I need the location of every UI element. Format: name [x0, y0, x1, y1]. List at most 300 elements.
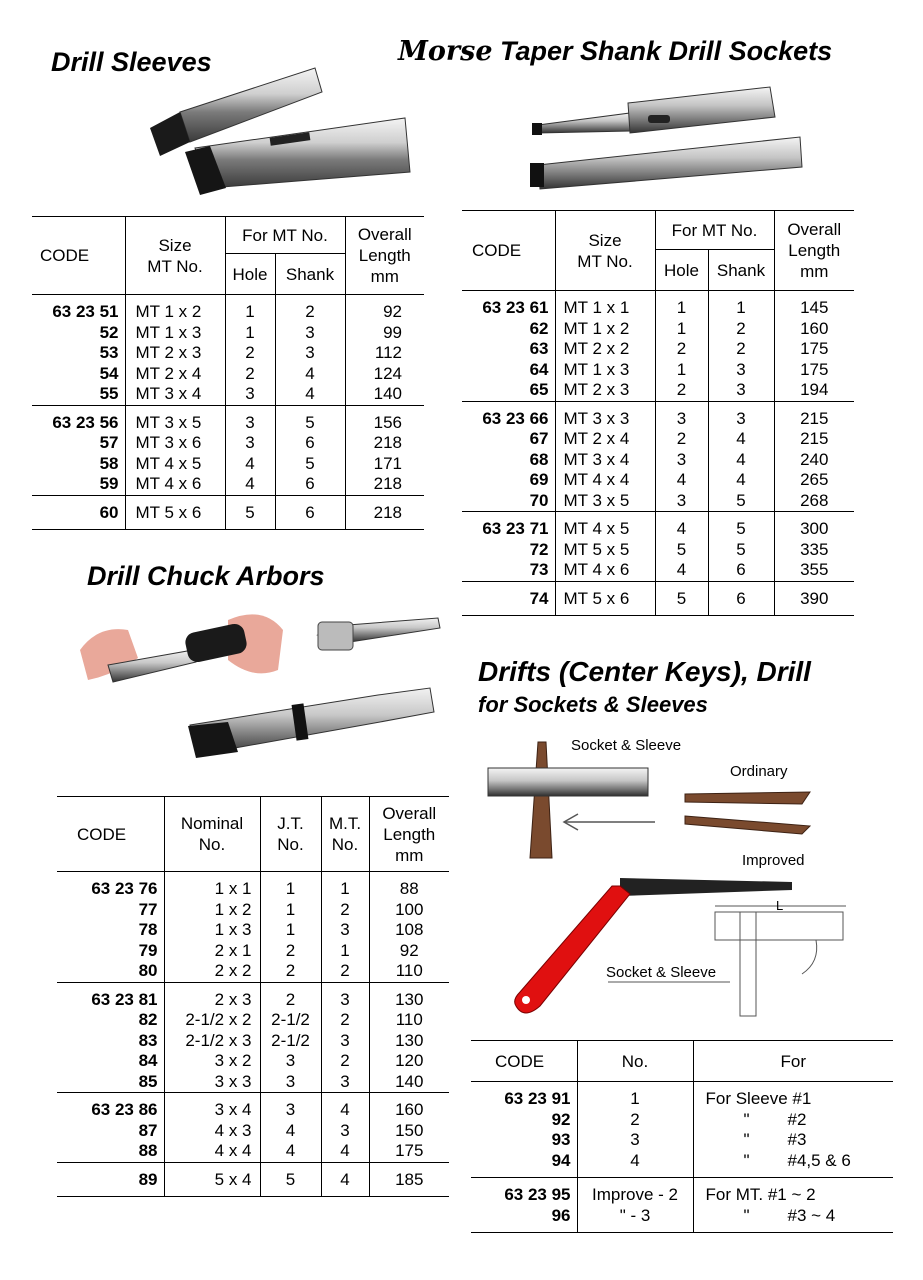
for-value: #3 ~ 4 — [787, 1205, 836, 1225]
code-cell: 62 — [529, 318, 549, 338]
drifts-table — [471, 1040, 893, 1233]
jt-cell: 1 — [260, 900, 321, 921]
mt-cell: 1 — [321, 872, 369, 900]
mt-cell: 4 — [321, 1141, 369, 1162]
drifts-image — [480, 730, 900, 1030]
length-cell: 124 — [345, 364, 424, 385]
hole-cell: 2 — [655, 429, 708, 450]
hole-cell: 3 — [225, 433, 275, 454]
table-row — [57, 1010, 449, 1031]
length-cell: 390 — [774, 581, 854, 616]
jt-cell: 2-1/2 — [260, 1010, 321, 1031]
nominal-cell: 2-1/2 x 2 — [164, 1010, 260, 1031]
table-row — [462, 429, 854, 450]
length-cell: 130 — [369, 1031, 449, 1052]
jt-cell: 3 — [260, 1093, 321, 1121]
code-cell: 63 23 86 — [57, 1093, 164, 1121]
shank-cell: 5 — [275, 454, 345, 475]
length-cell: 92 — [369, 941, 449, 962]
mt-cell: 2 — [321, 1010, 369, 1031]
jt-cell: 4 — [260, 1141, 321, 1162]
drill-sleeves-body — [32, 295, 424, 530]
shank-cell: 5 — [275, 405, 345, 433]
header-code: CODE — [462, 211, 555, 291]
drill-chuck-arbors-table — [57, 796, 449, 1197]
hole-cell: 2 — [225, 364, 275, 385]
header-for: For — [693, 1041, 893, 1082]
code-cell: 96 — [471, 1206, 577, 1233]
header-jt: J.T. No. — [260, 797, 321, 872]
for-text: " — [743, 1205, 750, 1225]
code-cell: 63 23 76 — [57, 872, 164, 900]
shank-cell: 3 — [275, 343, 345, 364]
drifts-body — [471, 1082, 893, 1233]
nominal-cell: 2 x 3 — [164, 982, 260, 1010]
nominal-cell: 3 x 2 — [164, 1051, 260, 1072]
code-cell: 53 — [99, 343, 119, 362]
code-cell: 77 — [138, 899, 158, 919]
size-cell: MT 1 x 2 — [555, 319, 655, 340]
hole-cell: 4 — [655, 470, 708, 491]
code-cell: 72 — [529, 539, 549, 559]
table-row — [57, 920, 449, 941]
code-cell: 65 — [529, 380, 549, 399]
jt-cell: 5 — [260, 1162, 321, 1197]
shank-cell: 4 — [708, 470, 774, 491]
table-row — [471, 1130, 893, 1151]
nominal-cell: 3 x 4 — [164, 1093, 260, 1121]
code-cell: 82 — [138, 1010, 158, 1029]
nominal-cell: 2-1/2 x 3 — [164, 1031, 260, 1052]
drill-sleeves-table — [32, 216, 424, 530]
length-cell: 130 — [369, 982, 449, 1010]
code-cell: 63 23 91 — [471, 1082, 577, 1110]
nominal-cell: 1 x 3 — [164, 920, 260, 941]
for-cell — [693, 1206, 893, 1233]
for-value: #4,5 & 6 — [787, 1150, 851, 1170]
table-row — [462, 560, 854, 581]
size-cell: MT 2 x 4 — [555, 429, 655, 450]
code-cell: 55 — [99, 384, 119, 403]
mt-cell: 2 — [321, 961, 369, 982]
header-overall-length: Overall Length mm — [774, 211, 854, 291]
length-cell: 268 — [774, 491, 854, 512]
length-cell: 110 — [369, 1010, 449, 1031]
code-cell: 78 — [138, 920, 158, 939]
length-cell: 88 — [369, 872, 449, 900]
shank-cell: 4 — [708, 429, 774, 450]
length-cell: 140 — [369, 1072, 449, 1093]
size-cell: MT 4 x 5 — [555, 512, 655, 540]
header-size: Size MT No. — [125, 217, 225, 295]
length-cell: 175 — [774, 360, 854, 381]
table-row — [471, 1082, 893, 1110]
header-shank: Shank — [275, 254, 345, 295]
header-hole: Hole — [225, 254, 275, 295]
shank-cell: 4 — [275, 384, 345, 405]
table-row — [462, 470, 854, 491]
length-cell: 92 — [345, 295, 424, 323]
mt-cell: 4 — [321, 1093, 369, 1121]
nominal-cell: 5 x 4 — [164, 1162, 260, 1197]
no-cell: 1 — [577, 1082, 693, 1110]
nominal-cell: 1 x 2 — [164, 900, 260, 921]
for-text: For Sleeve #1 — [705, 1089, 812, 1108]
mt-cell: 2 — [321, 1051, 369, 1072]
table-row — [462, 360, 854, 381]
table-row — [57, 961, 449, 982]
code-cell: 84 — [138, 1051, 158, 1070]
header-no: No. — [577, 1041, 693, 1082]
code-cell: 79 — [138, 940, 158, 960]
hole-cell: 4 — [655, 560, 708, 581]
table-row — [462, 581, 854, 616]
shank-cell: 2 — [708, 339, 774, 360]
mt-cell: 3 — [321, 920, 369, 941]
code-cell: 87 — [138, 1120, 158, 1140]
length-cell: 335 — [774, 540, 854, 561]
no-cell: 4 — [577, 1151, 693, 1178]
code-cell: 74 — [462, 581, 555, 616]
table-row — [471, 1151, 893, 1178]
code-cell: 58 — [99, 453, 119, 473]
table-row — [32, 405, 424, 433]
code-cell: 63 23 51 — [32, 295, 125, 323]
nominal-cell: 2 x 2 — [164, 961, 260, 982]
size-cell: MT 2 x 3 — [555, 380, 655, 401]
for-cell — [693, 1151, 893, 1178]
length-cell: 150 — [369, 1121, 449, 1142]
header-shank: Shank — [708, 250, 774, 291]
code-cell: 73 — [529, 560, 549, 579]
drill-sockets-title-rest: Taper Shank Drill Sockets — [492, 36, 833, 66]
mt-cell: 3 — [321, 1121, 369, 1142]
label-length-l: L — [776, 898, 784, 913]
drill-sockets-title — [398, 36, 832, 67]
drill-sockets-image — [530, 75, 810, 195]
length-cell: 194 — [774, 380, 854, 401]
hole-cell: 4 — [225, 474, 275, 495]
header-code: CODE — [57, 797, 164, 872]
hole-cell: 5 — [655, 540, 708, 561]
table-row — [57, 1031, 449, 1052]
length-cell: 160 — [369, 1093, 449, 1121]
length-cell: 140 — [345, 384, 424, 405]
for-text: " — [743, 1109, 750, 1129]
for-text: " — [743, 1150, 750, 1170]
code-cell: 59 — [99, 474, 119, 493]
hole-cell: 5 — [225, 495, 275, 530]
hole-cell: 3 — [655, 450, 708, 471]
table-row — [57, 900, 449, 921]
length-cell: 156 — [345, 405, 424, 433]
shank-cell: 6 — [708, 581, 774, 616]
jt-cell: 1 — [260, 872, 321, 900]
shank-cell: 5 — [708, 512, 774, 540]
shank-cell: 3 — [708, 360, 774, 381]
length-cell: 240 — [774, 450, 854, 471]
table-row — [32, 295, 424, 323]
hole-cell: 2 — [655, 339, 708, 360]
hole-cell: 1 — [655, 291, 708, 319]
code-cell: 67 — [529, 429, 549, 448]
mt-cell: 3 — [321, 1072, 369, 1093]
for-text: For MT. #1 ~ 2 — [705, 1185, 816, 1204]
code-cell: 63 23 61 — [462, 291, 555, 319]
length-cell: 185 — [369, 1162, 449, 1197]
for-cell — [693, 1082, 893, 1110]
label-socket-sleeve: Socket & Sleeve — [571, 737, 682, 754]
table-row — [471, 1110, 893, 1131]
table-row — [32, 384, 424, 405]
header-code: CODE — [32, 217, 125, 295]
size-cell: MT 5 x 6 — [125, 495, 225, 530]
table-row — [57, 1072, 449, 1093]
hole-cell: 3 — [225, 384, 275, 405]
label-socket-sleeve-2: Socket & Sleeve — [606, 964, 717, 981]
no-cell: 3 — [577, 1130, 693, 1151]
length-cell: 99 — [345, 323, 424, 344]
jt-cell: 2-1/2 — [260, 1031, 321, 1052]
length-cell: 218 — [345, 433, 424, 454]
shank-cell: 3 — [708, 401, 774, 429]
table-row — [57, 941, 449, 962]
shank-cell: 2 — [708, 319, 774, 340]
jt-cell: 2 — [260, 961, 321, 982]
table-row — [57, 1093, 449, 1121]
drill-sockets-title-prefix: Morse — [398, 36, 493, 67]
mt-cell: 1 — [321, 941, 369, 962]
size-cell: MT 1 x 3 — [125, 323, 225, 344]
hole-cell: 2 — [655, 380, 708, 401]
drill-sockets-body — [462, 291, 854, 616]
nominal-cell: 3 x 3 — [164, 1072, 260, 1093]
header-size: Size MT No. — [555, 211, 655, 291]
size-cell: MT 2 x 3 — [125, 343, 225, 364]
code-cell: 70 — [529, 490, 549, 510]
shank-cell: 4 — [708, 450, 774, 471]
jt-cell: 1 — [260, 920, 321, 941]
code-cell: 60 — [32, 495, 125, 530]
shank-cell: 2 — [275, 295, 345, 323]
size-cell: MT 1 x 2 — [125, 295, 225, 323]
length-cell: 218 — [345, 474, 424, 495]
length-cell: 265 — [774, 470, 854, 491]
code-cell: 64 — [529, 359, 549, 379]
nominal-cell: 2 x 1 — [164, 941, 260, 962]
code-cell: 83 — [138, 1030, 158, 1050]
for-text: " — [743, 1130, 750, 1149]
table-row — [32, 433, 424, 454]
length-cell: 145 — [774, 291, 854, 319]
label-ordinary: Ordinary — [730, 763, 788, 780]
table-row — [462, 512, 854, 540]
table-row — [57, 1051, 449, 1072]
hole-cell: 4 — [225, 454, 275, 475]
hole-cell: 1 — [225, 295, 275, 323]
code-cell: 63 23 71 — [462, 512, 555, 540]
shank-cell: 5 — [708, 540, 774, 561]
hole-cell: 1 — [225, 323, 275, 344]
code-cell: 63 23 95 — [471, 1178, 577, 1206]
table-row — [32, 495, 424, 530]
drill-chuck-arbors-body — [57, 872, 449, 1197]
shank-cell: 4 — [275, 364, 345, 385]
mt-cell: 3 — [321, 982, 369, 1010]
shank-cell: 3 — [275, 323, 345, 344]
code-cell: 54 — [99, 363, 119, 383]
for-cell — [693, 1110, 893, 1131]
size-cell: MT 4 x 4 — [555, 470, 655, 491]
code-cell: 80 — [138, 961, 158, 980]
size-cell: MT 4 x 6 — [125, 474, 225, 495]
drill-sockets-table — [462, 210, 854, 616]
for-value: #2 — [787, 1109, 807, 1129]
hole-cell: 2 — [225, 343, 275, 364]
hole-cell: 4 — [655, 512, 708, 540]
hole-cell: 3 — [225, 405, 275, 433]
drill-chuck-arbors-image — [78, 600, 448, 765]
table-row — [471, 1178, 893, 1206]
drifts-title: Drifts (Center Keys), Drill — [478, 656, 811, 687]
length-cell: 171 — [345, 454, 424, 475]
code-cell: 57 — [99, 433, 119, 452]
drifts-subtitle: for Sockets & Sleeves — [478, 692, 708, 717]
shank-cell: 1 — [708, 291, 774, 319]
table-row — [57, 982, 449, 1010]
jt-cell: 3 — [260, 1072, 321, 1093]
table-row — [462, 291, 854, 319]
length-cell: 160 — [774, 319, 854, 340]
table-row — [462, 401, 854, 429]
table-row — [462, 380, 854, 401]
hole-cell: 1 — [655, 360, 708, 381]
code-cell: 92 — [551, 1109, 571, 1129]
length-cell: 175 — [774, 339, 854, 360]
size-cell: MT 2 x 2 — [555, 339, 655, 360]
table-row — [57, 1162, 449, 1197]
for-value: #3 — [787, 1130, 807, 1149]
code-cell: 69 — [529, 470, 549, 489]
table-row — [57, 872, 449, 900]
length-cell: 175 — [369, 1141, 449, 1162]
code-cell: 52 — [99, 322, 119, 342]
table-row — [57, 1141, 449, 1162]
code-cell: 93 — [551, 1130, 571, 1149]
length-cell: 218 — [345, 495, 424, 530]
nominal-cell: 4 x 4 — [164, 1141, 260, 1162]
for-cell — [693, 1178, 893, 1206]
no-cell: Improve - 2 — [577, 1178, 693, 1206]
size-cell: MT 5 x 5 — [555, 540, 655, 561]
size-cell: MT 3 x 4 — [125, 384, 225, 405]
mt-cell: 3 — [321, 1031, 369, 1052]
no-cell: " - 3 — [577, 1206, 693, 1233]
size-cell: MT 3 x 6 — [125, 433, 225, 454]
length-cell: 110 — [369, 961, 449, 982]
header-mt: M.T. No. — [321, 797, 369, 872]
table-row — [462, 450, 854, 471]
code-cell: 94 — [551, 1150, 571, 1170]
table-row — [462, 491, 854, 512]
length-cell: 100 — [369, 900, 449, 921]
table-row — [32, 454, 424, 475]
no-cell: 2 — [577, 1110, 693, 1131]
drill-sleeves-title: Drill Sleeves — [51, 47, 212, 77]
header-overall-length: Overall Length mm — [369, 797, 449, 872]
code-cell: 63 23 81 — [57, 982, 164, 1010]
hole-cell: 3 — [655, 401, 708, 429]
jt-cell: 4 — [260, 1121, 321, 1142]
length-cell: 355 — [774, 560, 854, 581]
hole-cell: 1 — [655, 319, 708, 340]
drill-chuck-arbors-title: Drill Chuck Arbors — [87, 561, 325, 591]
mt-cell: 4 — [321, 1162, 369, 1197]
code-cell: 89 — [57, 1162, 164, 1197]
size-cell: MT 1 x 3 — [555, 360, 655, 381]
size-cell: MT 1 x 1 — [555, 291, 655, 319]
code-cell: 63 — [529, 339, 549, 358]
code-cell: 68 — [529, 449, 549, 469]
shank-cell: 3 — [708, 380, 774, 401]
shank-cell: 5 — [708, 491, 774, 512]
header-nominal: Nominal No. — [164, 797, 260, 872]
size-cell: MT 4 x 6 — [555, 560, 655, 581]
size-cell: MT 3 x 5 — [555, 491, 655, 512]
code-cell: 63 23 56 — [32, 405, 125, 433]
size-cell: MT 5 x 6 — [555, 581, 655, 616]
table-row — [462, 319, 854, 340]
header-hole: Hole — [655, 250, 708, 291]
size-cell: MT 2 x 4 — [125, 364, 225, 385]
for-cell — [693, 1130, 893, 1151]
jt-cell: 2 — [260, 941, 321, 962]
table-row — [471, 1206, 893, 1233]
header-for-mt: For MT No. — [655, 211, 774, 250]
mt-cell: 2 — [321, 900, 369, 921]
drill-sleeves-image — [140, 60, 420, 200]
length-cell: 215 — [774, 429, 854, 450]
code-cell: 85 — [138, 1071, 158, 1091]
size-cell: MT 3 x 3 — [555, 401, 655, 429]
length-cell: 120 — [369, 1051, 449, 1072]
length-cell: 215 — [774, 401, 854, 429]
table-row — [462, 540, 854, 561]
length-cell: 108 — [369, 920, 449, 941]
header-overall-length: Overall Length mm — [345, 217, 424, 295]
label-improved: Improved — [742, 852, 805, 869]
size-cell: MT 3 x 5 — [125, 405, 225, 433]
table-row — [32, 364, 424, 385]
table-row — [32, 474, 424, 495]
code-cell: 63 23 66 — [462, 401, 555, 429]
hole-cell: 5 — [655, 581, 708, 616]
shank-cell: 6 — [275, 495, 345, 530]
shank-cell: 6 — [275, 433, 345, 454]
shank-cell: 6 — [275, 474, 345, 495]
jt-cell: 2 — [260, 982, 321, 1010]
shank-cell: 6 — [708, 560, 774, 581]
table-row — [32, 343, 424, 364]
size-cell: MT 3 x 4 — [555, 450, 655, 471]
hole-cell: 3 — [655, 491, 708, 512]
nominal-cell: 4 x 3 — [164, 1121, 260, 1142]
size-cell: MT 4 x 5 — [125, 454, 225, 475]
jt-cell: 3 — [260, 1051, 321, 1072]
table-row — [57, 1121, 449, 1142]
nominal-cell: 1 x 1 — [164, 872, 260, 900]
length-cell: 112 — [345, 343, 424, 364]
